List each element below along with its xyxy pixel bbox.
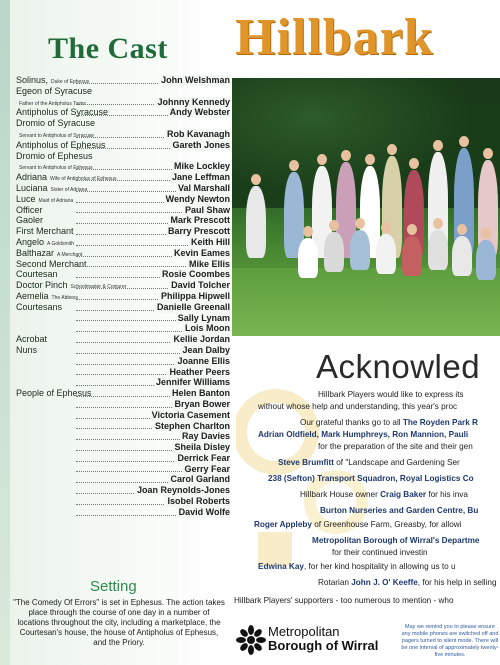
- cast-row: [16, 205, 230, 216]
- cast-role: Second Merchant: [16, 258, 87, 269]
- setting-heading: Setting: [90, 578, 137, 595]
- cast-actor: Heather Peers: [169, 366, 230, 377]
- acknowledgement-line: [254, 520, 462, 529]
- acknowledgement-line: [318, 442, 473, 451]
- cast-row: [16, 151, 230, 162]
- photo-person-head: [329, 220, 339, 231]
- cast-row: [16, 377, 230, 388]
- photo-person-head: [483, 148, 493, 159]
- cast-row: [16, 97, 230, 108]
- cast-actor: David Tolcher: [171, 280, 230, 291]
- photo-person: [246, 186, 266, 258]
- cast-actor: Helen Banton: [171, 388, 230, 399]
- ack-highlight: The Royden Park R: [402, 418, 478, 427]
- acknowledgement-line: [320, 506, 478, 515]
- cast-actor: Andy Webster: [169, 107, 230, 118]
- cast-row: [16, 226, 230, 237]
- cast-role: Officer: [16, 204, 43, 215]
- cast-actor: Barry Prescott: [167, 226, 230, 237]
- cast-group-photo: [232, 78, 500, 336]
- left-edge-band: [0, 0, 10, 665]
- cast-row: [16, 107, 230, 118]
- cast-role: First Merchant: [16, 226, 74, 237]
- acknowledgement-line: [234, 596, 454, 605]
- cast-role-note: Servant to Antipholus of Ephesus: [19, 165, 93, 172]
- cast-list: [16, 75, 230, 518]
- acknowledgement-line: [300, 490, 468, 499]
- photo-person-head: [387, 144, 397, 155]
- ack-highlight: Metropolitan Borough of Wirral's Departme: [312, 536, 480, 545]
- cast-row: [16, 172, 230, 183]
- cast-row: [16, 291, 230, 302]
- cast-actor: Jennifer Williams: [156, 377, 230, 388]
- cast-actor: Rosie Coombes: [161, 269, 230, 280]
- cast-actor: Victoria Casement: [151, 409, 230, 420]
- cast-actor: David Wolfe: [178, 506, 230, 517]
- cast-row: [16, 507, 230, 518]
- ack-text: for his inva: [426, 490, 468, 499]
- cast-row: [16, 118, 230, 129]
- cast-actor: Ray Davies: [181, 431, 230, 442]
- cast-row: [16, 474, 230, 485]
- cast-actor: Gareth Jones: [172, 139, 230, 150]
- cast-row: [16, 410, 230, 421]
- cast-role: Antipholus of Syracuse: [16, 107, 109, 118]
- acknowledgement-line: [258, 402, 457, 411]
- cast-role: Adriana Wife of Antipholus of Ephesus: [16, 172, 117, 183]
- photo-person-head: [317, 154, 327, 165]
- acknowledgement-line: [258, 430, 468, 439]
- ack-highlight: Roger Appleby: [254, 520, 312, 529]
- photo-person-head: [433, 140, 443, 151]
- cast-role-note: Duke of Ephesus: [51, 79, 90, 85]
- cast-actor: Sheila Disley: [174, 442, 230, 453]
- cast-row: [16, 259, 230, 270]
- photo-person-head: [481, 228, 491, 239]
- cast-actor: Joan Reynolds-Jones: [136, 485, 230, 496]
- setting-text: "The Comedy Of Errors" is set in Ephesus. The action takes place through the course of one day in a number of locations throughout the city, including a marketplace, the Courtesan's house, the house of Antipholus of Ephesus, and the Priory.: [13, 598, 225, 647]
- cast-row: [16, 442, 230, 453]
- cast-actor: Val Marshall: [177, 182, 230, 193]
- cast-row: [16, 464, 230, 475]
- cast-actor: Gerry Fear: [184, 463, 230, 474]
- cast-role: Courtesan: [16, 269, 58, 280]
- cast-actor: Rob Kavanagh: [166, 128, 230, 139]
- photo-person: [428, 230, 448, 270]
- cast-role-note: A Merchant: [57, 251, 83, 258]
- mobile-phone-note: May we remind you to please ensure any mobile phones are switched off and pagers turned to silent mode. There will be one interval of approximately twenty-five minutes.: [401, 624, 499, 658]
- photo-person: [452, 236, 472, 276]
- cast-role: Acrobat: [16, 334, 48, 345]
- cast-actor: Stephen Charlton: [154, 420, 230, 431]
- ack-highlight: Adrian Oldfield, Mark Humphreys, Ron Mannion, Pauli: [258, 430, 469, 439]
- cast-actor: John Welshman: [161, 75, 230, 85]
- cast-row: [16, 140, 230, 151]
- acknowledgement-line: [318, 390, 464, 399]
- cast-row: [16, 215, 230, 226]
- photo-person-head: [251, 174, 261, 185]
- cast-role-note: Father of the Antipholus Twins: [19, 100, 86, 107]
- cast-role-note: Servant to Antipholus of Syracuse: [19, 132, 95, 139]
- cast-actor: Sally Lynam: [177, 312, 230, 323]
- ack-text: , for his help in selling: [417, 578, 497, 587]
- ack-text: Hillbark Players' supporters - too numerous to mention - who: [234, 596, 454, 605]
- ack-highlight: Craig Baker: [380, 490, 427, 499]
- cast-actor: Isobel Roberts: [167, 496, 230, 507]
- ack-text: for the preparation of the site and their gen: [318, 442, 473, 451]
- ack-text: Rotarian: [318, 578, 352, 587]
- ack-highlight: Burton Nurseries and Garden Centre, Bu: [320, 506, 479, 515]
- ack-text: , for her kind hospitality in allowing us to u: [303, 562, 456, 571]
- cast-role: Angelo A Goldsmith: [16, 236, 74, 247]
- cast-role: Antipholus of Ephesus: [16, 139, 106, 150]
- photo-person-head: [407, 224, 417, 235]
- cast-row: [16, 496, 230, 507]
- cast-actor: Johnny Kennedy: [157, 96, 230, 107]
- cast-row: [16, 453, 230, 464]
- ack-text: for their continued investin: [332, 548, 428, 557]
- cast-row: [16, 302, 230, 313]
- hillbark-title: Hillbark: [235, 9, 434, 66]
- cast-actor: Kellie Jordan: [173, 334, 230, 345]
- photo-person-head: [381, 222, 391, 233]
- cast-role: Solinus, Duke of Ephesus: [16, 75, 90, 85]
- cast-actor: Kevin Eames: [173, 247, 230, 258]
- ack-text: Our grateful thanks go to all: [300, 418, 403, 427]
- ack-highlight: Steve Brumfitt: [278, 458, 334, 467]
- acknowledgement-line: [258, 562, 456, 571]
- cast-row: [16, 356, 230, 367]
- photo-person: [402, 236, 422, 276]
- acknowledgement-line: [278, 458, 460, 467]
- cast-row: [16, 388, 230, 399]
- cast-row: [16, 75, 230, 86]
- cast-role: Doctor Pinch Schoolmaster & Conjurer: [16, 280, 127, 291]
- acknowledgements-heading: Acknowled: [316, 348, 481, 385]
- cast-role: Egeon of Syracuse: [16, 85, 93, 96]
- ack-text: of Greenhouse Farm, Greasby, for allowi: [311, 520, 462, 529]
- cast-role-note: The Abbess: [51, 294, 78, 301]
- ack-text: Hillbark Players would like to express its: [318, 390, 464, 399]
- cast-role: Nuns: [16, 344, 38, 355]
- cast-actor: Jean Dalby: [182, 344, 230, 355]
- cast-actor: Keith Hill: [190, 236, 230, 247]
- cast-role: Gaoler: [16, 215, 44, 226]
- cast-row: [16, 345, 230, 356]
- cast-actor: Derrick Fear: [177, 452, 230, 463]
- cast-actor: Philippa Hipwell: [160, 290, 230, 301]
- cast-row: [16, 421, 230, 432]
- cast-role: Aemelia The Abbess: [16, 290, 78, 301]
- cast-role: Courtesans: [16, 301, 63, 312]
- cast-role: Luce Maid of Adriana: [16, 193, 74, 204]
- cast-row: [16, 485, 230, 496]
- cast-row: [16, 86, 230, 97]
- cast-row: [16, 367, 230, 378]
- cast-actor: Wendy Newton: [165, 193, 230, 204]
- cast-role-note: Schoolmaster & Conjurer: [70, 284, 127, 291]
- ack-highlight: 238 (Sefton) Transport Squadron, Royal Logistics Co: [268, 474, 474, 483]
- photo-person-head: [289, 160, 299, 171]
- cast-role: Balthazar A Merchant: [16, 247, 83, 258]
- wirral-logo-icon: [236, 625, 266, 655]
- acknowledgement-line: [268, 474, 474, 483]
- photo-person-head: [355, 218, 365, 229]
- acknowledgement-line: [318, 578, 497, 587]
- cast-actor: Lois Moon: [185, 323, 230, 334]
- photo-person: [298, 238, 318, 278]
- photo-person-head: [433, 218, 443, 229]
- cast-actor: Mike Ellis: [188, 258, 230, 269]
- acknowledgement-line: [312, 536, 479, 545]
- cast-row: [16, 237, 230, 248]
- cast-row: [16, 269, 230, 280]
- photo-person: [376, 234, 396, 274]
- cast-actor: Danielle Greenall: [156, 301, 230, 312]
- photo-person-head: [409, 158, 419, 169]
- cast-row: [16, 161, 230, 172]
- cast-row: [16, 194, 230, 205]
- cast-row: [16, 431, 230, 442]
- ack-highlight: John J. O' Keeffe: [351, 578, 418, 587]
- wirral-sponsor-text: [268, 625, 378, 653]
- cast-row: [16, 129, 230, 140]
- acknowledgement-line: [332, 548, 428, 557]
- photo-person: [350, 230, 370, 270]
- photo-person: [324, 232, 344, 272]
- cast-role: Dromio of Ephesus: [16, 150, 93, 161]
- cast-actor: Joanne Ellis: [177, 355, 230, 366]
- photo-person-head: [365, 154, 375, 165]
- acknowledgement-line: [300, 418, 478, 427]
- cast-actor: Paul Shaw: [184, 204, 230, 215]
- cast-actor: Bryan Bower: [174, 398, 230, 409]
- sponsor-line2: Borough of Wirral: [268, 638, 379, 653]
- photo-person-head: [457, 224, 467, 235]
- ack-text: Hillbark House owner: [300, 490, 381, 499]
- cast-role: People of Ephesus: [16, 388, 92, 399]
- cast-actor: Carol Garland: [170, 474, 230, 485]
- cast-role: Luciana Sister of Adriana: [16, 182, 88, 193]
- cast-role-note: Wife of Antipholus of Ephesus: [50, 176, 117, 183]
- ack-highlight: Edwina Kay: [258, 562, 304, 571]
- cast-row: [16, 323, 230, 334]
- cast-heading: The Cast: [48, 32, 168, 65]
- cast-actor: Jane Leffman: [171, 172, 230, 183]
- cast-row: [16, 334, 230, 345]
- cast-role-note: A Goldsmith: [47, 240, 74, 247]
- cast-row: [16, 399, 230, 410]
- photo-grass: [232, 268, 500, 336]
- cast-role: Dromio of Syracuse: [16, 118, 96, 129]
- sponsor-line1: Metropolitan: [268, 624, 340, 639]
- cast-role-note: Maid of Adriana: [38, 197, 74, 204]
- cast-row: [16, 313, 230, 324]
- cast-row: [16, 248, 230, 259]
- photo-person: [476, 240, 496, 280]
- ack-text: of "Landscape and Gardening Ser: [333, 458, 460, 467]
- cast-actor: Mark Prescott: [170, 215, 230, 226]
- cast-row: [16, 183, 230, 194]
- photo-person-head: [459, 136, 469, 147]
- cast-actor: Mike Lockley: [173, 161, 230, 172]
- photo-person-head: [341, 150, 351, 161]
- cast-role-note: Sister of Adriana: [50, 186, 88, 193]
- cast-row: [16, 280, 230, 291]
- ack-text: without whose help and understanding, this year's proc: [258, 402, 458, 411]
- photo-person-head: [303, 226, 313, 237]
